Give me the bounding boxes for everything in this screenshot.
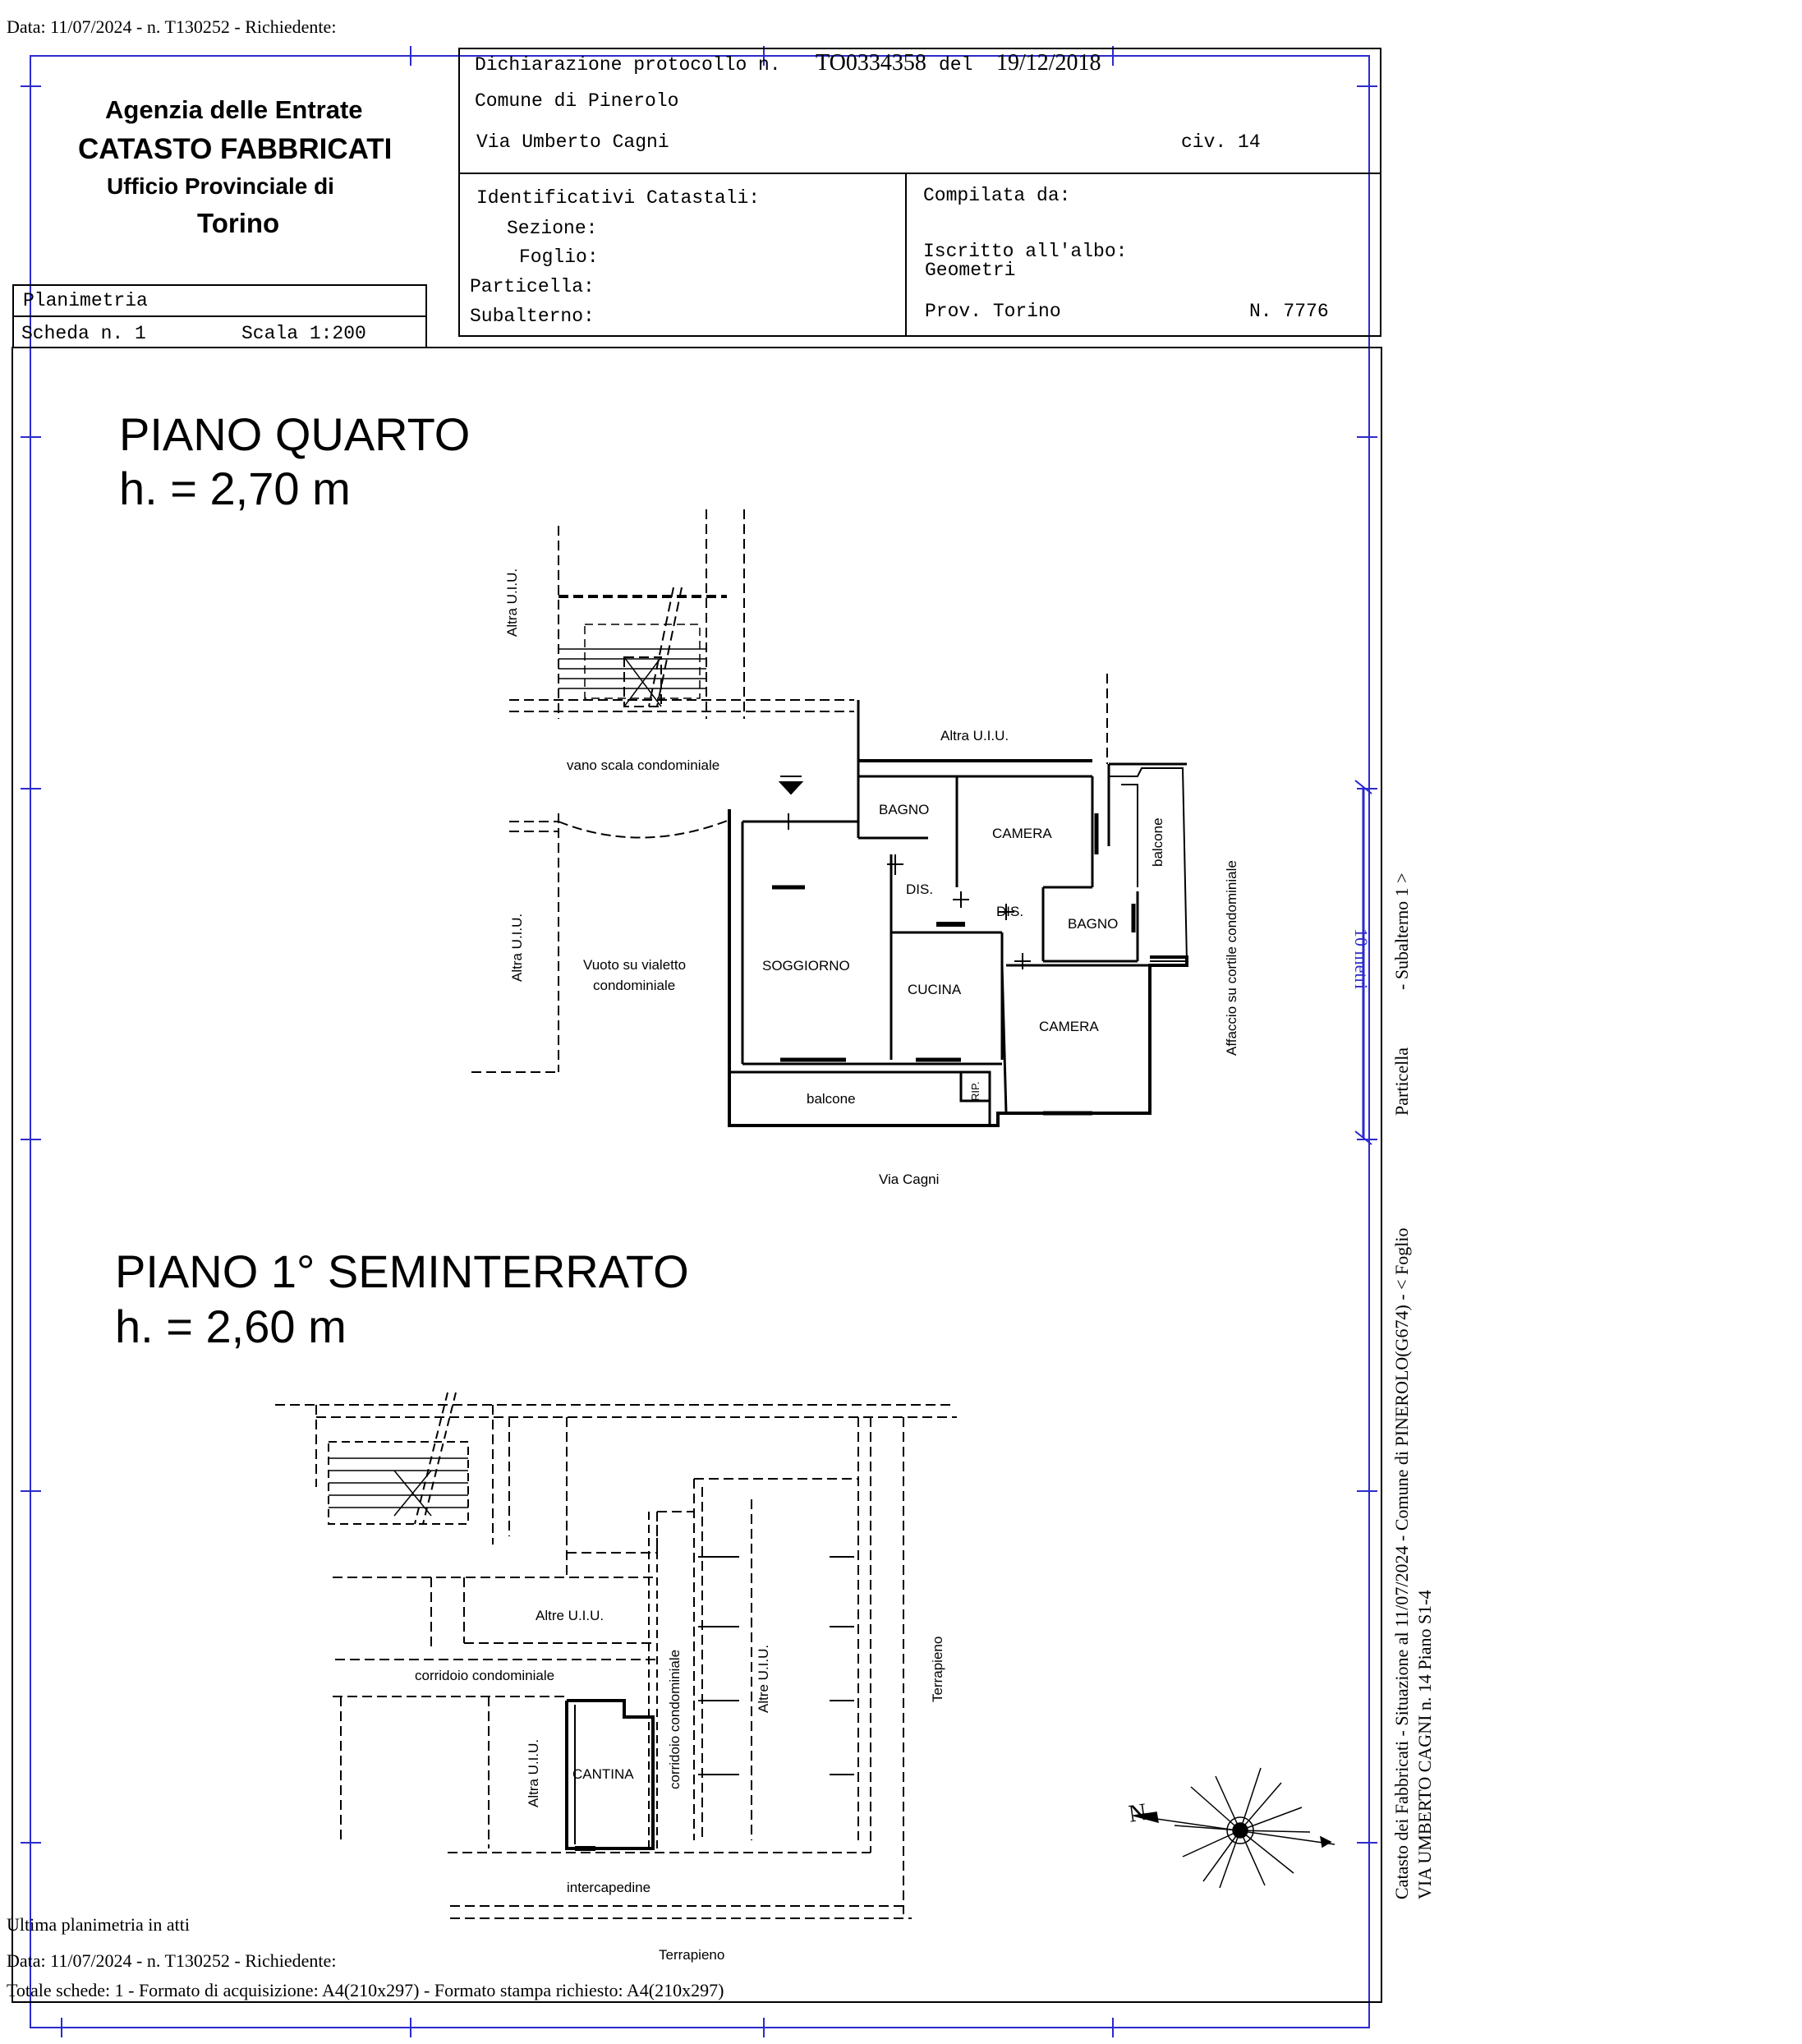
label-affaccio: Affaccio su cortile condominiale [1224,860,1239,1056]
footer-totale: Totale schede: 1 - Formato di acquisizione: A4(210x297) - Formato stampa richiesto: A4(210x297) [7,1980,724,2000]
label-corridoio-h: corridoio condominiale [415,1668,555,1683]
label-altra-uiu-right: Altra U.I.U. [940,728,1009,743]
label-bagno-2: BAGNO [1068,916,1119,932]
sezione-label: Sezione: [507,218,598,239]
address: Via Umberto Cagni [476,131,669,153]
label-intercapedine: intercapedine [567,1880,651,1895]
compiler-number: N. 7776 [1249,301,1329,322]
label-vano-scala: vano scala condominiale [567,757,720,773]
protocol-label: Dichiarazione protocollo n. [475,54,781,76]
basement-title: PIANO 1° SEMINTERRATO [115,1245,689,1297]
foglio-label: Foglio: [519,246,599,268]
label-terrapieno-v: Terrapieno [930,1636,945,1702]
label-balcone-bottom: balcone [807,1091,856,1107]
label-altre-uiu-v: Altre U.I.U. [756,1644,771,1713]
footer-data: Data: 11/07/2024 - n. T130252 - Richiedente: [7,1950,337,1971]
floor4-title: PIANO QUARTO [119,408,471,460]
label-corridoio-v: corridoio condominiale [667,1649,683,1789]
identifiers-title: Identificativi Catastali: [476,187,761,209]
ufficio-city: Torino [197,208,280,238]
label-altre-uiu: Altre U.I.U. [536,1608,604,1623]
agency-name: Agenzia delle Entrate [105,95,363,124]
side-text-line2: VIA UMBERTO CAGNI n. 14 Piano S1-4 [1414,1590,1435,1899]
comune: Comune di Pinerolo [475,90,679,112]
label-camera-2: CAMERA [1039,1019,1099,1034]
particella-label: Particella: [470,276,595,297]
albo-label: Iscritto all'albo: [923,241,1128,262]
label-dis-1: DIS. [906,882,934,897]
subalterno-label: Subalterno: [470,306,595,327]
label-camera-1: CAMERA [992,826,1052,841]
label-altra-uiu-left: Altra U.I.U. [509,913,525,982]
basement-height: h. = 2,60 m [115,1301,347,1352]
ufficio-label: Ufficio Provinciale di [107,173,334,199]
side-text-line1: Catasto dei Fabbricati - Situazione al 11/07/2024 - Comune di PINEROLO(G674) - < Foglio [1391,1227,1412,1899]
compass-rose-icon [1125,1766,1343,1890]
label-rip: RIP. [969,1081,981,1101]
footer-ultima: Ultima planimetria in atti [7,1914,190,1935]
label-vuoto-1: Vuoto su vialetto [583,957,687,973]
civic-number: civ. 14 [1181,131,1261,153]
label-via-cagni: Via Cagni [879,1172,940,1187]
side-text-particella: Particella [1391,1047,1412,1116]
scale-bar-label: 10 metri [1351,928,1372,989]
sheet-type: Planimetria [23,290,148,311]
label-cantina: CANTINA [572,1766,634,1782]
label-vuoto-2: condominiale [593,978,676,993]
label-dis-2: DIS. [996,904,1024,919]
protocol-number: TO0334358 [816,50,926,76]
side-text-subalterno: - Subalterno 1 > [1391,872,1412,990]
protocol-date: 19/12/2018 [996,50,1101,76]
compiler-title: Compilata da: [923,185,1071,206]
floor4-height: h. = 2,70 m [119,463,351,514]
label-soggiorno: SOGGIORNO [762,958,850,974]
albo-value: Geometri [925,260,1016,281]
label-cucina: CUCINA [908,982,962,997]
catasto-title: CATASTO FABBRICATI [78,133,393,165]
label-balcone-right: balcone [1150,817,1165,867]
compiler-prov: Prov. Torino [925,301,1061,322]
sheet-scale: Scala 1:200 [241,323,366,344]
label-terrapieno-bottom: Terrapieno [659,1947,725,1963]
sheet-number: Scheda n. 1 [21,323,146,344]
label-altra-uiu-basement: Altra U.I.U. [526,1738,541,1807]
date-label: del [939,54,973,76]
label-altra-uiu-top: Altra U.I.U. [504,568,520,637]
label-bagno-1: BAGNO [879,802,930,817]
print-header: Data: 11/07/2024 - n. T130252 - Richiedente: [7,16,337,37]
compass-label: N [1127,1798,1149,1828]
